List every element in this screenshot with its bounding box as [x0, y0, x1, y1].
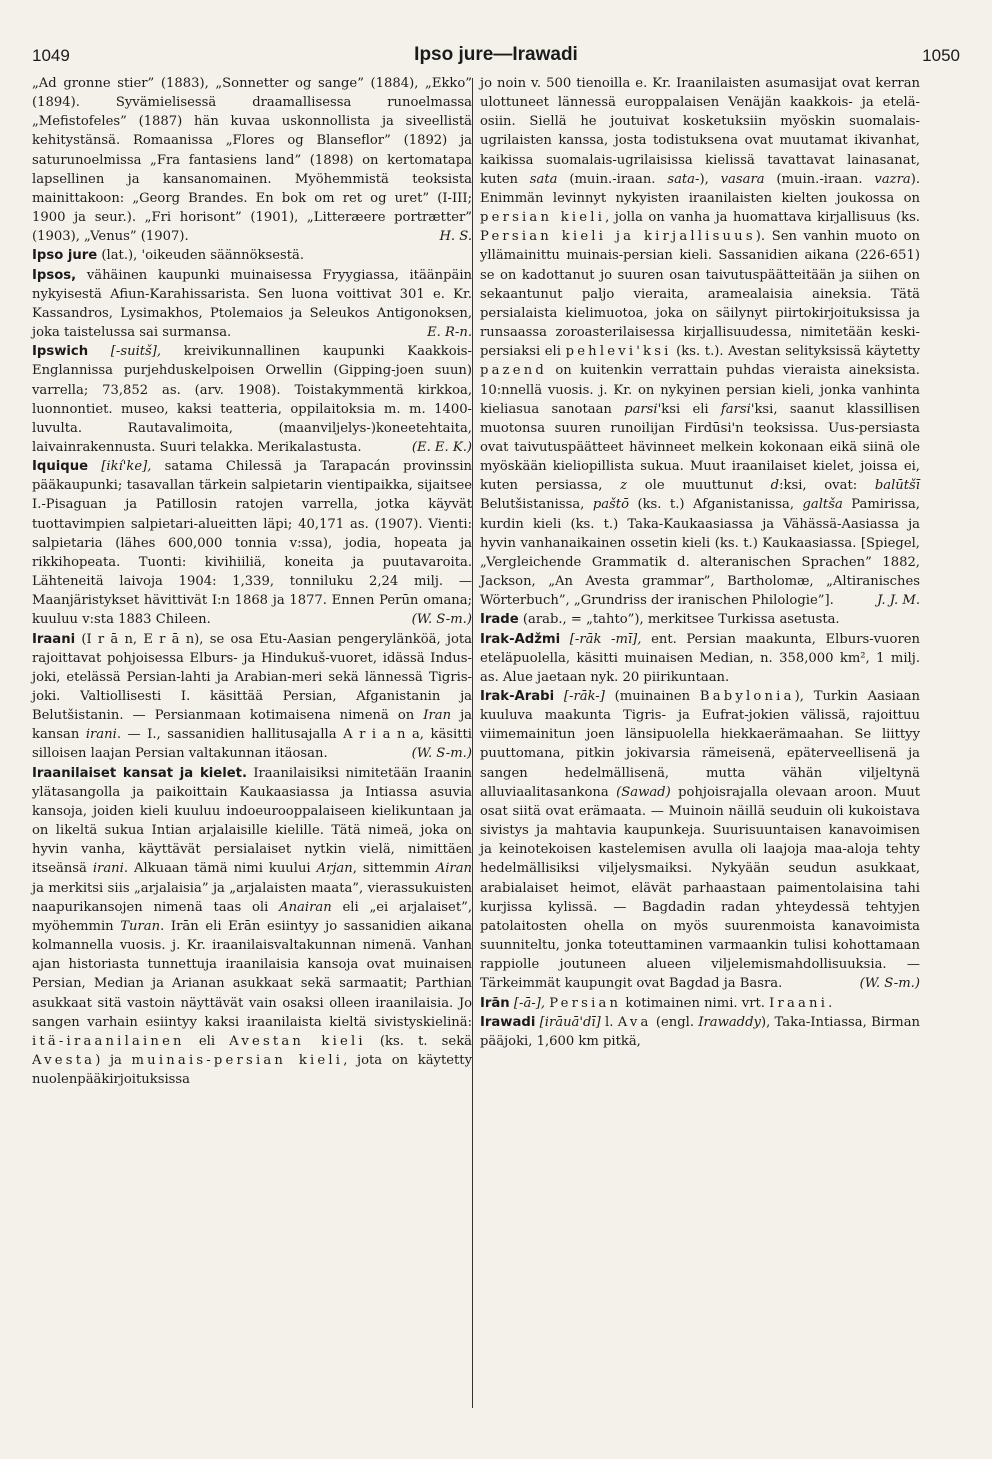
entry-text: ), Turkin Aasiaan kuuluva maakunta Tigris- ja Eufrat-jokien välissä, rajoittuu viimemainitun joen länsipuolella hiekkaerämaahan. Se liittyy puuttomana, pitkin jokivarsia rämeisenä, epäterveellisenä ja sangen hedelmällisenä, mutta vähän viljeltynä alluviaalitasankona [480, 689, 920, 800]
entry-text: on kuitenkin verrattain puhdas vieraista aineksista. 10:nnellä vuosis. j. Kr. on nykyinen persian kieli, jonka vanhinta kieliasua sanotaan [480, 363, 920, 417]
entry-text: (muinainen [604, 689, 700, 704]
spaced-term: Iraani [769, 995, 829, 1011]
entry-text: . [828, 995, 833, 1011]
entry-text: (engl. [651, 1014, 699, 1030]
entry-ipso-jure [32, 246, 472, 265]
entry-headword: Irade [480, 612, 519, 628]
left-column [32, 74, 472, 1089]
entry-headword: Iraani [32, 631, 76, 647]
entry-ipsos [32, 266, 472, 343]
entry-text: vähäinen kaupunki muinaisessa Fryygiassa, itäänpäin nykyisestä Afiun-Karahissarista. Sen luona voittivat 301 e. Kr. Kassandros, Lysimakhos, Ptolemaios ja Seleukos Antigonoksen, joka taistelussa sai surmansa. [32, 267, 472, 341]
entry-text: ja kansan [32, 708, 472, 743]
entry-text: kreivikunnallinen kaupunki Kaakkois-Englannissa purjehduskelpoisen Orwellin (Gipping-joen suun) varrella; 73,852 as. (arv. 1908). Toistakymmentä kirkkoa, luonnontiet. museo, kaksi teatteria, oppilaitoksia m. m. 1400-luvulta. Rautavalimoita, (maanviljelys-)koneetehtaita, laivainrakennusta. Suuri telakka. Merikalastusta. [32, 344, 472, 455]
entry-text: ole muuttunut [627, 478, 771, 494]
entry-irak-adzmi [480, 630, 920, 687]
entry-text: (ks. t.). Avestan selityksissä käytetty [671, 344, 920, 360]
entry-ipswich [32, 342, 472, 457]
entry-text: , jolla on vanha ja huomattava kirjallisuus (ks. [605, 210, 920, 226]
entry-headword: Iquique [32, 459, 89, 475]
spaced-term: persian kieli [480, 210, 606, 226]
spaced-term: Persian kieli ja kirjallisuus [480, 229, 756, 245]
entry-irade [480, 610, 920, 629]
spaced-term: Babylonia [699, 689, 795, 704]
spaced-term: muinais-persian kieli [131, 1052, 344, 1068]
pronunciation: [-rāk-] [554, 689, 605, 704]
spaced-term: Avesta [32, 1052, 96, 1068]
term: z [620, 478, 628, 494]
author-signature: (W. S-m.) [859, 976, 920, 992]
entry-text: (ks. t.) Afganistanissa, [629, 497, 803, 513]
spaced-term: Avestan kieli [229, 1033, 366, 1049]
entry-text: l. [600, 1014, 618, 1030]
author-signature: E. R-n. [427, 325, 472, 341]
term: farsi [720, 401, 751, 417]
entry-text: satama Chilessä ja Tarapacán provinssin pääkaupunki; tasavallan tärkein salpietarin vientipaikka, sijaitsee I.-Pisaguan ja Patillosin ratojen varrella, jotka käyvät tuottavimpien salpietari-alueitten läpi; 40,171 as. (1907). Vienti: salpietaria (lähes 600,000 tonnia v:ssa), jodia, hopeata ja rikkihopeata. Tuonti: kivihiiliä, koneita ja puutavaroita. Lähteneitä laivoja 1904: 1,339, tonniluku 2,24 milj. — Maanjäristykset hävittivät I:n 1868 ja 1877. Ennen Perūn omana; kuuluu v:sta 1883 Chileen. [32, 459, 473, 628]
term: irani [92, 861, 124, 877]
entry-text: 'ksi eli [657, 401, 721, 417]
term: vazra [874, 171, 911, 187]
term: Iran [423, 708, 452, 724]
entry-iraani [32, 630, 472, 764]
spaced-term: itä-iraanilainen [32, 1033, 185, 1049]
entry-headword: Irak-Adžmi [480, 631, 561, 647]
entry-text: eli [184, 1033, 230, 1049]
term: vasara [720, 171, 765, 187]
entry-headword: Irawadi [480, 1014, 536, 1030]
entry-text: ), [699, 171, 721, 187]
term: irani [85, 727, 117, 743]
author-signature: (W. S-m.) [411, 746, 472, 762]
pronunciation: [-ā-], [509, 995, 546, 1011]
author-signature: H. S. [439, 229, 472, 245]
entry-text: (ks. t. sekä [365, 1033, 472, 1049]
entry-iraanilaiset [32, 764, 472, 1090]
term: d [770, 478, 780, 494]
pronunciation: [-rāk -mī], [560, 631, 642, 647]
entry-text: :ksi, ovat: [779, 478, 875, 494]
entry-headword: Irak-Arabi [480, 689, 555, 704]
entry-headword: Iraanilaiset kansat ja kielet. [32, 765, 247, 781]
entry-text: „Ad gronne stier” (1883), „Sonnetter og sange” (1884), „Ekko” (1894). Syvämielisessä draamallisessa runoelmassa „Mefistofeles” (1887) hän kuvaa uskonnollista ja siveellistä kehitystänsä. Romaanissa „Flores og Blanseflor” (1892) ja saturunoelmissa „Fra fantasiens land” (1898) on kertomatapa lapsellinen ja kansanomainen. Myöhemmistä teoksista mainittakoon: „Georg Brandes. En bok om ret og uret” (I-III; 1900 ja seur.). „Fri horisont” (1901), „Litteræere portrætter” (1903), „Venus” (1907). [32, 76, 472, 245]
entry-text: (muin.-iraan. [764, 171, 875, 187]
term: paštō [592, 497, 629, 513]
entry-irak-arabi [480, 687, 920, 994]
entry-text: (lat.), 'oikeuden säännöksestä. [97, 248, 305, 264]
entry-iquique [32, 457, 472, 629]
entry-text: 'ksi, saanut klassillisen muotonsa suuren runoilijan Firdūsi'n teoksissa. Uus-persiasta ovat taivutuspäätteet hävinneet melkein kokonaan eikä siinä ole myöskään kieliopillista sukua. Muut iraanilaiset kielet, joissa ei, kuten persiassa, [480, 401, 920, 494]
spaced-term: pazend [480, 363, 548, 379]
page-header [32, 44, 960, 74]
entry-text: pohjoisrajalla olevaan aroon. Muut osat siitä ovat erämaata. — Muinoin näillä seuduin oli kukoistava sivistys ja mahtavia kaupunkeja. Suurisuuntaisen kanavoimisen ja keinotekoisen kastelemisen avulla oli laajoja maa-aloja tehty hedelmällisiksi viljelysmaiksi. Nykyään seudun asukkaat, arabialaiset heimot, elävät parhaastaan paimentolaisina tahi kurjissa kylissä. — Bagdadin radan yhteydessä tehtyjen patolaitosten ohella on myös suurenmoista kanavoimista suunniteltu, jonka toteuttaminen varmaankin tulisi kohottamaan rappiolle joutuneen alueen viljelemismahdollisuuksia. — Tärkeimmät kaupungit ovat Bagdad ja Basra. [480, 784, 920, 992]
spaced-term: pehlevi'ksi [565, 344, 672, 360]
page-number-right: 1050 [922, 46, 960, 65]
entry-text: ). Enimmän levinnyt nykyisten iraanilaisten kielten joukossa on [480, 171, 921, 206]
pronunciation: [ikí'ke], [88, 459, 152, 475]
running-title: Ipso jure—Irawadi [414, 44, 578, 65]
entry-text: ), Taka-Intiassa, Birman pääjoki, 1,600 km pitkä, [480, 1014, 921, 1049]
entry-iran [480, 994, 920, 1013]
term: Arjan [316, 861, 353, 877]
entry-text: (I r ā n, E r ā n), [75, 631, 204, 647]
entry-headword: Ipsos, [32, 267, 77, 283]
pronunciation: [irāuā'dī] [535, 1014, 601, 1030]
pronunciation: [-suitš], [88, 344, 162, 360]
entry-text: ja merkitsi siis „arjalaisia” ja „arjalaisten maata”, vierassukuisten naapurikansojen nimenä taas oli [32, 880, 472, 915]
entry-text: se osa Etu-Aasian pengerylänköä, jota rajoittavat pohjoisessa Elburs- ja Hindukuš-vuoret, idässä Indus-joki, etelässä Persian-lahti ja Arabian-meri sekä lännessä Tigris-joki. Valtiollisesti I. käsittää Persian, Afganistanin ja Belutšistanin. — Persianmaan kotimaisena nimenä on [32, 631, 472, 724]
entry-continuation [32, 74, 472, 246]
spaced-term: Persian [549, 995, 622, 1011]
entry-text: , sittemmin [352, 861, 436, 877]
spaced-term: Ava [617, 1014, 652, 1030]
entry-text: . Alkuaan tämä nimi kuului [123, 861, 317, 877]
page-number-left: 1049 [32, 46, 70, 65]
entry-text: kotimainen nimi. vrt. [621, 995, 770, 1011]
author-signature: (E. E. K.) [411, 439, 472, 455]
author-signature: (W. S-m.) [411, 612, 472, 628]
entry-text: . — I., sassanidien hallitusajalla A r i a n a, käsitti silloisen laajan Persian valtakunnan itäosan. [32, 727, 472, 762]
entry-text: , jota on käytetty nuolenpääkirjoituksissa [32, 1052, 473, 1088]
entry-irawadi [480, 1013, 920, 1051]
term: parsi [624, 401, 658, 417]
entry-text: ent. Persian maakunta, Elburs-vuoren eteläpuolella, käsitti muinaisen Median, n. 358,000 km², 1 milj. as. Alue jaetaan nyk. 20 piirikuntaan. [480, 631, 920, 685]
entry-text: jo noin v. 500 tienoilla e. Kr. Iraanilaisten asumasijat ovat kerran ulottuneet lännessä europpalaisen Venäjän kaakkois- ja etelä-osiin. Siellä he joutuivat kosketuksiin myöskin suomalais-ugrilaisten kanssa, josta todistuksena ovat muutamat ikivanhat, kaikissa suomalais-ugrilaisissa kielissä tavattavat lainasanat, kuten [480, 76, 920, 187]
entry-text: Belutšistanissa, [480, 497, 593, 513]
term: (Sawad) [616, 784, 671, 800]
entry-text: . Irān eli Erān esiintyy jo sassanidien aikana kolmannella vuosis. j. Kr. iraanilaisvaltakunnan nimenä. Vanhan ajan historiasta tunnettuja iraanilaisia kansoja ovat muinaisen Persian, Median ja Arianan asukkaat sekä sarmaatit; Parthian asukkaat sitä vastoin näyttävät vain osaksi olleen iraanilaisia. Jo sangen varhain esiintyy kaksi iraanilaista kieltä sivistyskielinä: [32, 918, 472, 1030]
entry-headword: Ipswich [32, 344, 89, 360]
term: Airan [435, 861, 472, 877]
entry-headword: Ipso jure [32, 248, 98, 264]
entry-headword: Irān [480, 995, 510, 1011]
entry-text: eli „ei arjalaiset”, myöhemmin [32, 899, 472, 934]
term: galtša [802, 497, 843, 513]
term: Irawaddy [698, 1014, 761, 1030]
term: Turan [120, 918, 161, 934]
entry-text: ) ja [95, 1052, 132, 1068]
term: sata- [667, 171, 700, 187]
author-signature: J. J. M. [877, 593, 920, 609]
entry-text: ). Sen vanhin muoto on yllämainittu muinais-persian kieli. Sassanidien aikana (226-651) se on kadottanut jo suuren osan taivutuspäätteitään ja siihen on sekaantunut paljo vieraita, aramealaisia aineksia. Tätä persialaista kielimuotoa, joka on säilynyt piirtokirjoituksissa ja runsaassa zoroasterilaisessa kirjallisuudessa, nimitetään keski-persiaksi eli [480, 229, 920, 360]
column-divider [472, 78, 473, 1408]
entry-continuation [480, 74, 920, 610]
entry-text: Iraanilaisiksi nimitetään Iraanin ylätasangolla ja paikoittain Kaukaasiassa ja Intiassa asuvia kansoja, joiden kieli kuuluu indoeurooppalaiseen kielikuntaan ja on likeltä sukua Intian arjalaisille kielille. Tätä nimeä, joka on hyvin vanha, käyttävät persialaiset nytkin vielä, nimittäen itseänsä [32, 765, 472, 877]
right-column [480, 74, 920, 1051]
term: balūtšī [874, 478, 920, 494]
entry-text: Pamirissa, kurdin kieli (ks. t.) Taka-Kaukaasiassa ja Vähässä-Aasiassa ja hyvin vanhanaikainen ossetin kieli (ks. t.) Kaukaasiassa. [Spiegel, „Vergleichende Grammatik d. alteranischen Sprachen” 1882, Jackson, „An Avesta grammar”, Bartholomæ, „Altiranisches Wörterbuch”, „Grundriss der iranischen Philologie”]. [480, 497, 920, 609]
term: Anairan [279, 899, 332, 915]
term: sata [529, 171, 558, 187]
entry-text: (muin.-iraan. [557, 171, 668, 187]
entry-text: (arab., = „tahto”), merkitsee Turkissa asetusta. [518, 612, 840, 628]
